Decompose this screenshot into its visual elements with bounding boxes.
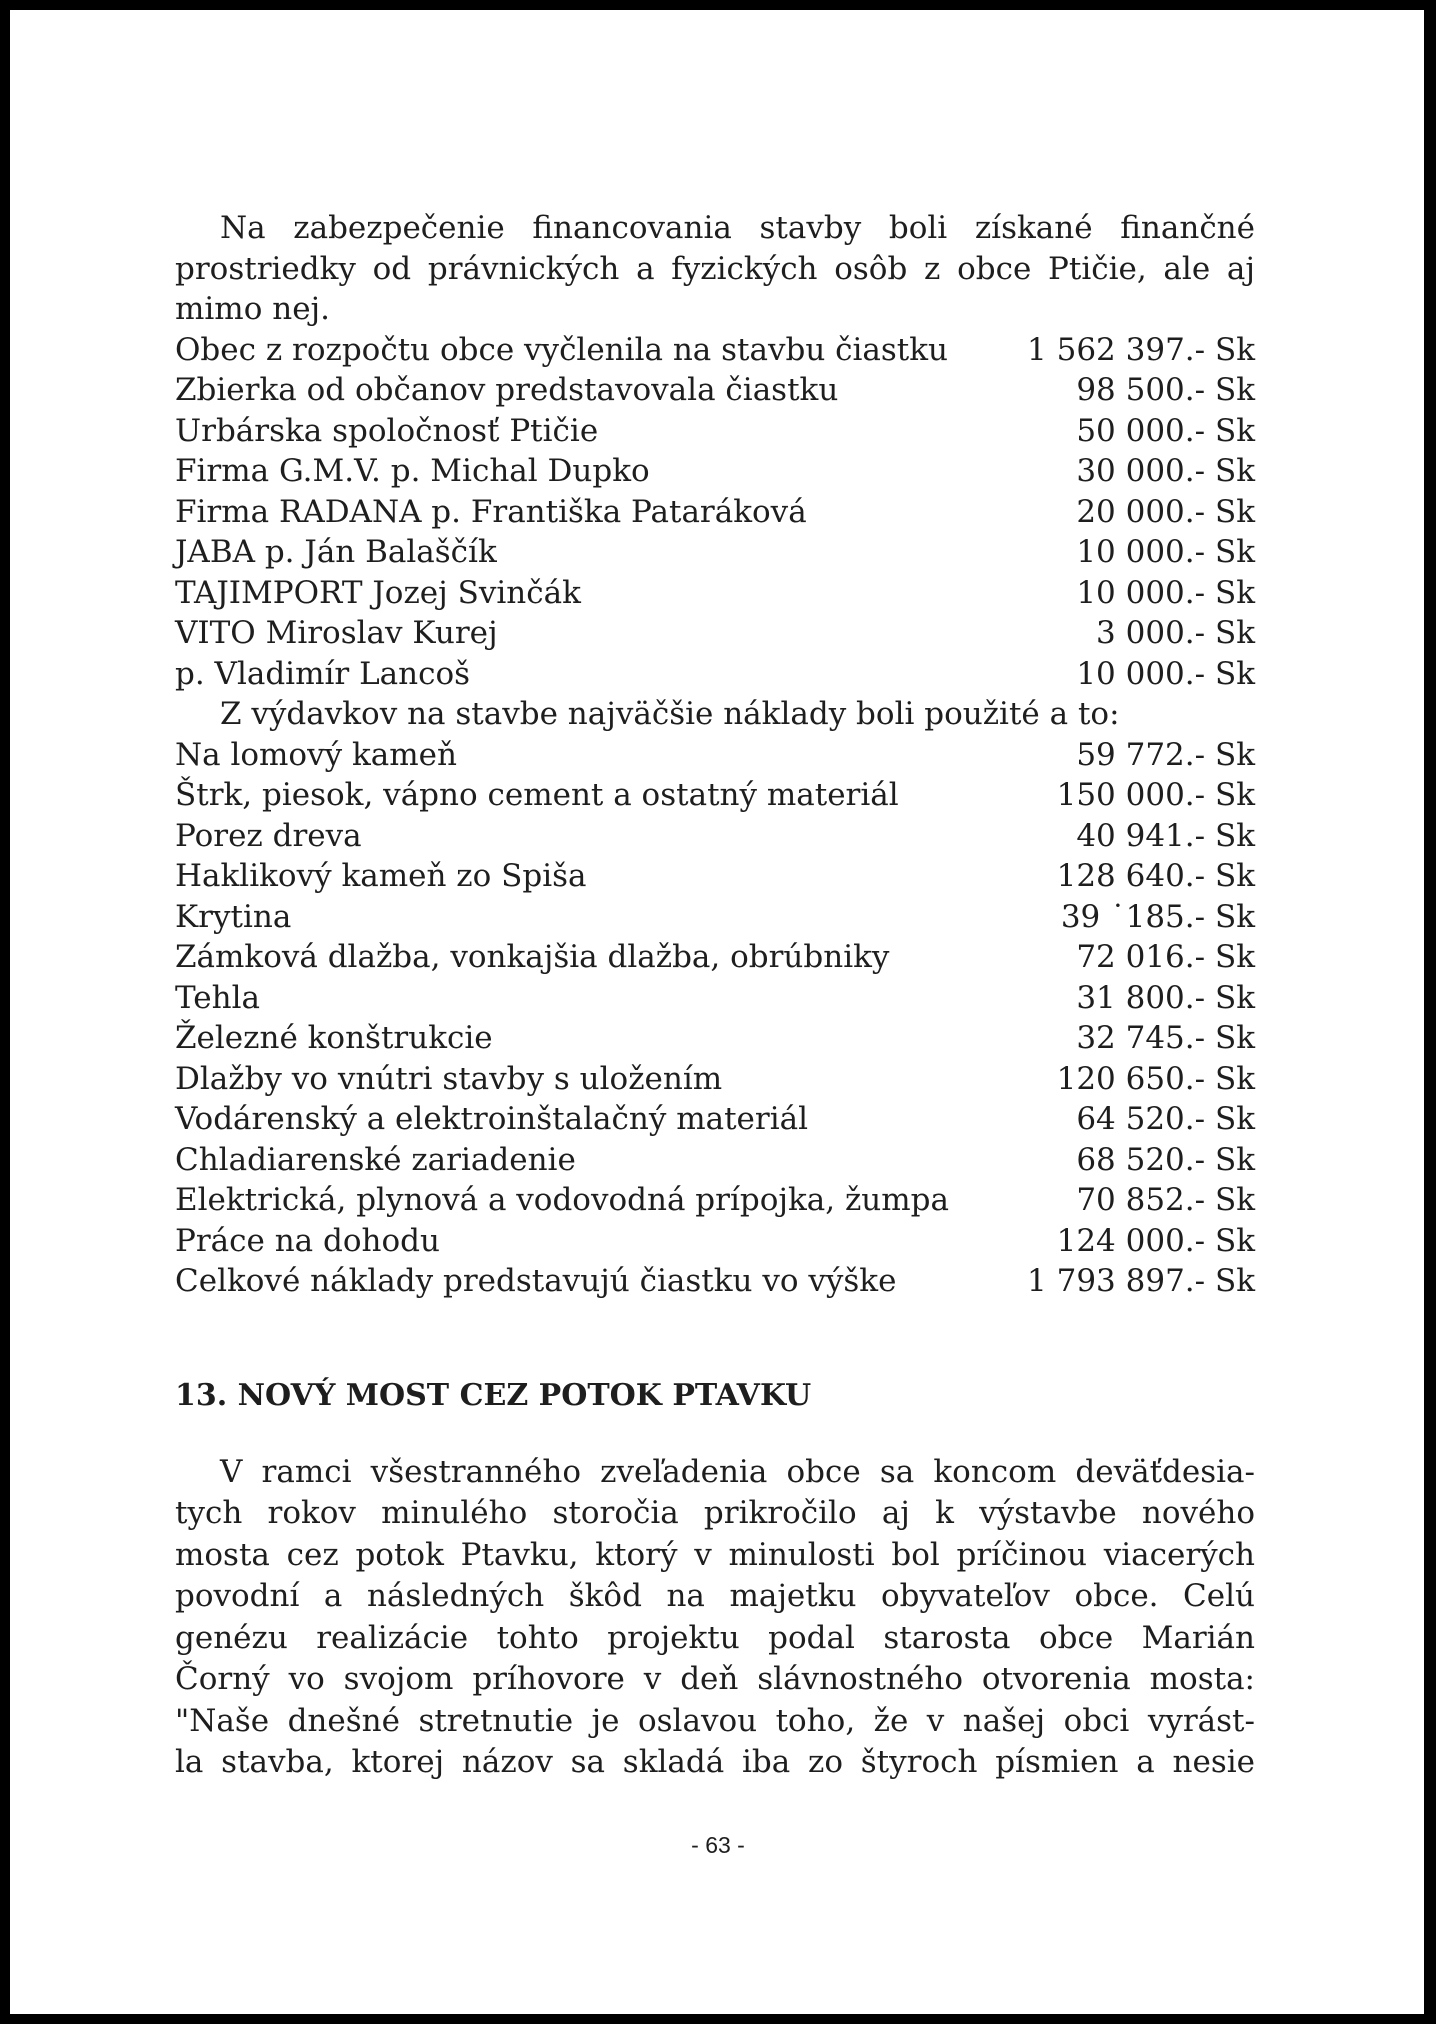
expense-label: Štrk, piesok, vápno cement a ostatný materiál [175, 777, 899, 813]
income-label: Firma G.M.V. p. Michal Dupko [175, 453, 650, 489]
expense-label: Zámková dlažba, vonkajšia dlažba, obrúbniky [175, 939, 890, 975]
income-row [175, 330, 1255, 371]
income-amount: 1 562 397.- Sk [1027, 331, 1255, 368]
section-paragraph [175, 1452, 1255, 1784]
section-line: mosta cez potok Ptavku, ktorý v minulosti bol príčinou viacerých [175, 1536, 1255, 1573]
income-amount: 10 000.- Sk [1076, 655, 1255, 692]
expense-label: Celkové náklady predstavujú čiastku vo výške [175, 1263, 897, 1299]
income-row [175, 613, 1255, 654]
intro-paragraph [175, 208, 1255, 330]
income-label: Firma RADANA p. Františka Pataráková [175, 493, 807, 530]
expense-amount: 31 800.- Sk [1076, 979, 1255, 1016]
expense-row [175, 1099, 1255, 1140]
expense-amount: 64 520.- Sk [1076, 1101, 1255, 1137]
expense-label: Železné konštrukcie [175, 1020, 493, 1056]
section-heading: 13. NOVÝ MOST CEZ POTOK PTAVKU [175, 1377, 812, 1413]
section-line: la stavba, ktorej názov sa skladá iba zo štyroch písmien a nesie [175, 1744, 1255, 1780]
expense-row [175, 856, 1255, 897]
expense-amount: 68 520.- Sk [1076, 1141, 1255, 1178]
expense-label: Práce na dohodu [175, 1222, 440, 1259]
income-row [175, 654, 1255, 695]
income-amount: 98 500.- Sk [1076, 372, 1255, 408]
expense-row [175, 775, 1255, 816]
expense-amount: 70 852.- Sk [1076, 1182, 1255, 1218]
income-label: p. Vladimír Lancoš [175, 655, 471, 692]
income-row [175, 532, 1255, 573]
expense-amount: 39 ˙185.- Sk [1060, 898, 1255, 935]
expense-label: Vodárenský a elektroinštalačný materiál [175, 1101, 809, 1137]
expense-label: Na lomový kameň [175, 736, 457, 773]
income-label: Urbárska spoločnosť Ptičie [175, 412, 599, 449]
page-number: - 63 - [691, 1832, 745, 1858]
expense-row [175, 816, 1255, 857]
expense-amount: 124 000.- Sk [1056, 1222, 1255, 1259]
expense-row [175, 1140, 1255, 1181]
expense-row [175, 937, 1255, 978]
income-row [175, 370, 1255, 411]
income-label: VITO Miroslav Kurej [175, 615, 498, 651]
expense-row [175, 1059, 1255, 1100]
expense-amount: 40 941.- Sk [1076, 817, 1255, 854]
expenses-intro: Z výdavkov na stavbe najväčšie náklady boli použité a to: [220, 696, 1120, 732]
expense-amount: 120 650.- Sk [1056, 1060, 1255, 1097]
section-line: genézu realizácie tohto projektu podal starosta obce Marián [175, 1619, 1255, 1656]
income-amount: 10 000.- Sk [1076, 574, 1255, 611]
expense-row [175, 1018, 1255, 1059]
expense-label: Krytina [175, 898, 292, 935]
section-line: povodní a následných škôd na majetku obyvateľov obce. Celú [175, 1578, 1255, 1614]
section-line: Čorný vo svojom príhovore v deň slávnostného otvorenia mosta: [175, 1661, 1255, 1697]
section-line: V ramci všestranného zveľadenia obce sa koncom deväťdesia- [220, 1453, 1255, 1490]
expense-row [175, 1221, 1255, 1262]
expense-row [175, 897, 1255, 938]
expense-total-row [175, 1261, 1255, 1302]
expense-amount: 32 745.- Sk [1076, 1020, 1255, 1056]
income-amount: 10 000.- Sk [1076, 534, 1255, 570]
expense-row [175, 735, 1255, 776]
income-label: JABA p. Ján Balaščík [175, 534, 497, 570]
expense-list [175, 735, 1255, 1302]
income-amount: 50 000.- Sk [1076, 412, 1255, 449]
intro-line: mimo nej. [175, 291, 330, 327]
expense-label: Dlažby vo vnútri stavby s uložením [175, 1060, 723, 1097]
income-row [175, 451, 1255, 492]
expense-amount: 72 016.- Sk [1076, 939, 1255, 975]
expense-label: Haklikový kameň zo Spiša [175, 858, 587, 894]
expense-row [175, 978, 1255, 1019]
expense-amount: 128 640.- Sk [1056, 858, 1255, 894]
income-label: TAJIMPORT Jozej Svinčák [175, 574, 581, 611]
intro-line: prostriedky od právnických a fyzických osôb z obce Ptičie, ale aj [175, 250, 1255, 287]
expense-label: Tehla [175, 979, 260, 1016]
expense-label: Chladiarenské zariadenie [175, 1141, 576, 1178]
income-amount: 3 000.- Sk [1096, 615, 1255, 651]
expense-row [175, 1180, 1255, 1221]
income-row [175, 573, 1255, 614]
income-amount: 30 000.- Sk [1076, 453, 1255, 489]
section-line: tych rokov minulého storočia prikročilo aj k výstavbe nového [175, 1495, 1255, 1531]
expense-amount: 150 000.- Sk [1056, 777, 1255, 813]
income-label: Zbierka od občanov predstavovala čiastku [175, 372, 839, 408]
income-list [175, 330, 1255, 695]
expense-label: Elektrická, plynová a vodovodná prípojka, žumpa [175, 1182, 949, 1218]
page-content [175, 208, 1255, 1784]
income-row [175, 411, 1255, 452]
income-row [175, 492, 1255, 533]
section-line: "Naše dnešné stretnutie je oslavou toho, že v našej obci vyrást- [175, 1702, 1255, 1739]
expense-label: Porez dreva [175, 817, 362, 854]
expense-amount: 1 793 897.- Sk [1027, 1263, 1255, 1299]
income-amount: 20 000.- Sk [1076, 493, 1255, 530]
intro-line: Na zabezpečenie financovania stavby boli získané finančné [220, 210, 1255, 246]
expense-amount: 59 772.- Sk [1076, 736, 1255, 773]
income-label: Obec z rozpočtu obce vyčlenila na stavbu čiastku [175, 331, 949, 368]
